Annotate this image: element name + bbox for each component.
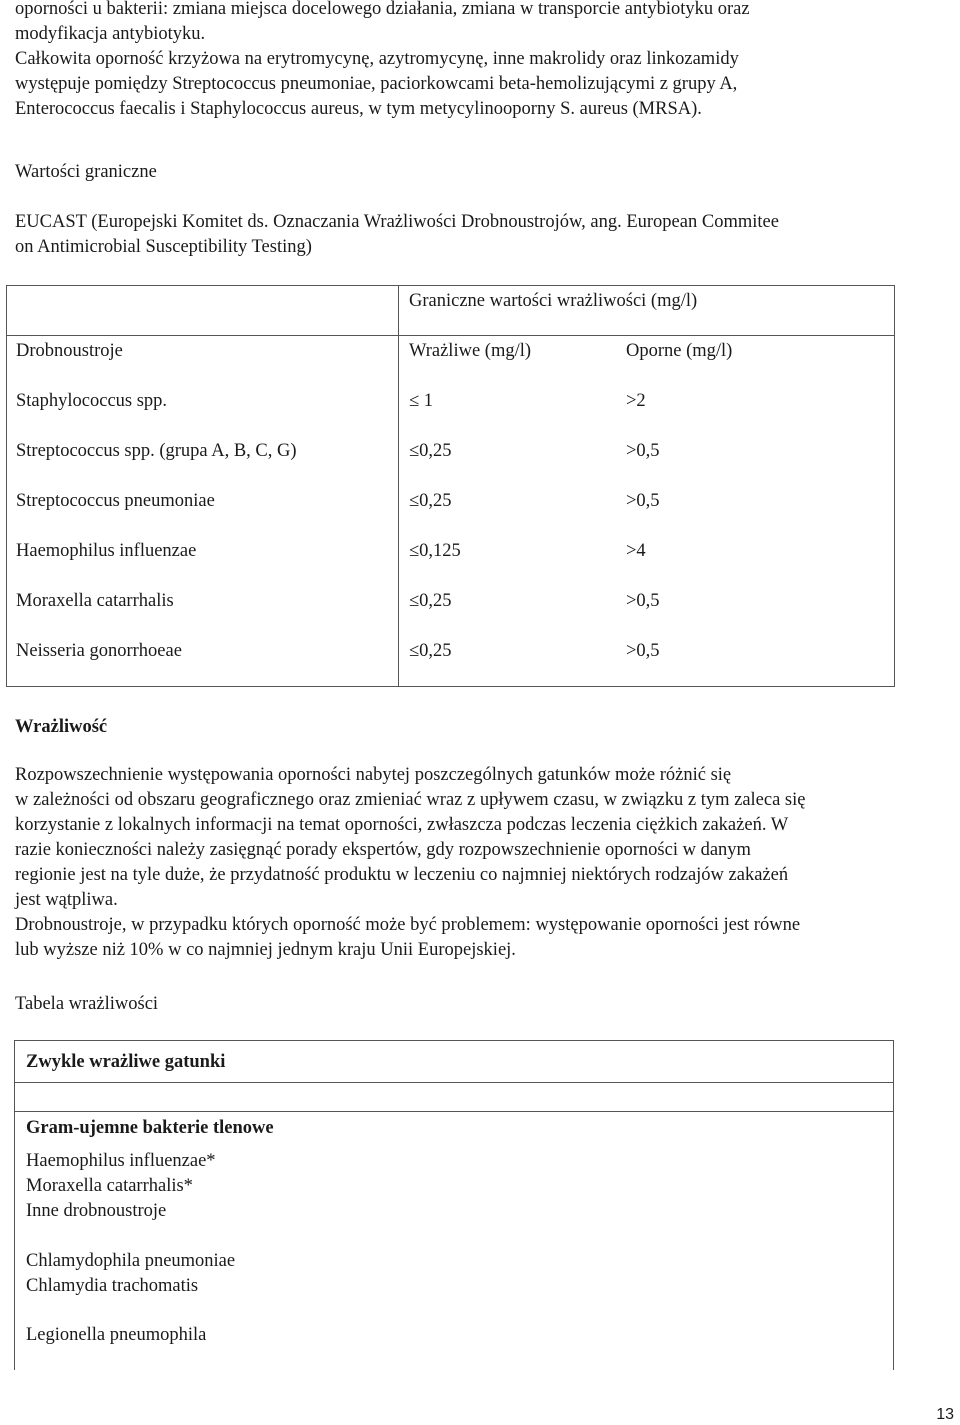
- species-item: Legionella pneumophila: [26, 1325, 207, 1345]
- row-organism: Staphylococcus spp.: [16, 391, 168, 411]
- table-header: Zwykle wrażliwe gatunki: [26, 1052, 226, 1072]
- susceptible-value: 0,25: [419, 591, 452, 611]
- group-header: Graniczne wartości wrażliwości (mg/l): [409, 291, 698, 311]
- row-organism: Streptococcus spp. (grupa A, B, C, G): [16, 441, 297, 461]
- species-item: Chlamydophila pneumoniae: [26, 1251, 236, 1271]
- le-symbol: ≤: [409, 641, 420, 661]
- row-resistant: >0,5: [626, 641, 660, 661]
- susceptibility-heading: Wrażliwość: [15, 717, 108, 737]
- le-symbol: ≤: [409, 441, 420, 461]
- row-resistant: >0,5: [626, 591, 660, 611]
- row-organism: Neisseria gonorrhoeae: [16, 641, 182, 661]
- text-line: lub wyższe niż 10% w co najmniej jednym kraju Unii Europejskiej.: [15, 940, 516, 960]
- text-line: razie konieczności należy zasięgnąć porady ekspertów, gdy rozpowszechnienie oporności w danym: [15, 840, 751, 860]
- species-item: Moraxella catarrhalis*: [26, 1176, 193, 1196]
- susceptible-value: 0,125: [419, 541, 461, 561]
- species-item: Haemophilus influenzae*: [26, 1151, 216, 1171]
- le-symbol: ≤: [409, 491, 420, 511]
- susceptibility-paragraph: [15, 763, 955, 963]
- table-subheader: Gram-ujemne bakterie tlenowe: [26, 1118, 274, 1138]
- breakpoints-heading: Wartości graniczne: [15, 162, 157, 182]
- row-susceptible: [409, 639, 452, 664]
- susceptibility-table: [14, 1040, 894, 1370]
- text-line: on Antimicrobial Susceptibility Testing): [15, 237, 312, 257]
- row-resistant: >4: [626, 541, 646, 561]
- column-header-organism: Drobnoustroje: [16, 341, 123, 361]
- eucast-paragraph: [15, 210, 955, 260]
- le-symbol: ≤: [409, 541, 420, 561]
- row-organism: Moraxella catarrhalis: [16, 591, 174, 611]
- text-line: modyfikacja antybiotyku.: [15, 24, 206, 44]
- row-divider: [15, 1082, 893, 1083]
- row-resistant: >2: [626, 391, 646, 411]
- breakpoints-table: [6, 285, 895, 687]
- susceptible-value: 1: [423, 391, 434, 411]
- page-number: 13: [936, 1406, 954, 1423]
- susceptible-value: 0,25: [419, 441, 452, 461]
- text-line: Całkowita oporność krzyżowa na erytromycynę, azytromycynę, inne makrolidy oraz linkozamidy: [15, 49, 739, 69]
- text-line: Rozpowszechnienie występowania oporności nabytej poszczególnych gatunków może różnić się: [15, 765, 732, 785]
- column-divider: [398, 286, 399, 686]
- text-line: występuje pomiędzy Streptococcus pneumoniae, paciorkowcami beta-hemolizującymi z grupy A,: [15, 74, 738, 94]
- text-line: korzystanie z lokalnych informacji na temat oporności, zwłaszcza podczas leczenia ciężkich zakażeń. W: [15, 815, 789, 835]
- text-line: Enterococcus faecalis i Staphylococcus aureus, w tym metycylinooporny S. aureus (MRSA).: [15, 99, 702, 119]
- row-organism: Streptococcus pneumoniae: [16, 491, 215, 511]
- text-line: EUCAST (Europejski Komitet ds. Oznaczania Wrażliwości Drobnoustrojów, ang. European Commitee: [15, 212, 779, 232]
- text-line: oporności u bakterii: zmiana miejsca docelowego działania, zmiana w transporcie antybiotyku oraz: [15, 0, 750, 19]
- species-item: Chlamydia trachomatis: [26, 1276, 199, 1296]
- row-divider: [7, 335, 894, 336]
- text-line: regionie jest na tyle duże, że przydatność produktu w leczeniu co najmniej niektórych rodzajów zakażeń: [15, 865, 789, 885]
- row-susceptible: [409, 389, 433, 414]
- species-item: Inne drobnoustroje: [26, 1201, 167, 1221]
- susceptible-value: 0,25: [419, 491, 452, 511]
- text-line: jest wątpliwa.: [15, 890, 118, 910]
- le-symbol: ≤: [409, 391, 420, 411]
- row-divider: [15, 1111, 893, 1112]
- column-header-susceptible: Wrażliwe (mg/l): [409, 341, 532, 361]
- row-organism: Haemophilus influenzae: [16, 541, 197, 561]
- intro-paragraph: [15, 0, 955, 122]
- row-susceptible: [409, 439, 452, 464]
- le-symbol: ≤: [409, 591, 420, 611]
- row-susceptible: [409, 539, 461, 564]
- text-line: Drobnoustroje, w przypadku których oporność może być problemem: występowanie oporności jest równe: [15, 915, 801, 935]
- text-line: w zależności od obszaru geograficznego oraz zmieniać wraz z upływem czasu, w związku z tym zaleca się: [15, 790, 806, 810]
- row-susceptible: [409, 489, 452, 514]
- susceptible-value: 0,25: [419, 641, 452, 661]
- row-resistant: >0,5: [626, 441, 660, 461]
- row-susceptible: [409, 589, 452, 614]
- row-resistant: >0,5: [626, 491, 660, 511]
- column-header-resistant: Oporne (mg/l): [626, 341, 733, 361]
- table-label: Tabela wrażliwości: [15, 994, 159, 1014]
